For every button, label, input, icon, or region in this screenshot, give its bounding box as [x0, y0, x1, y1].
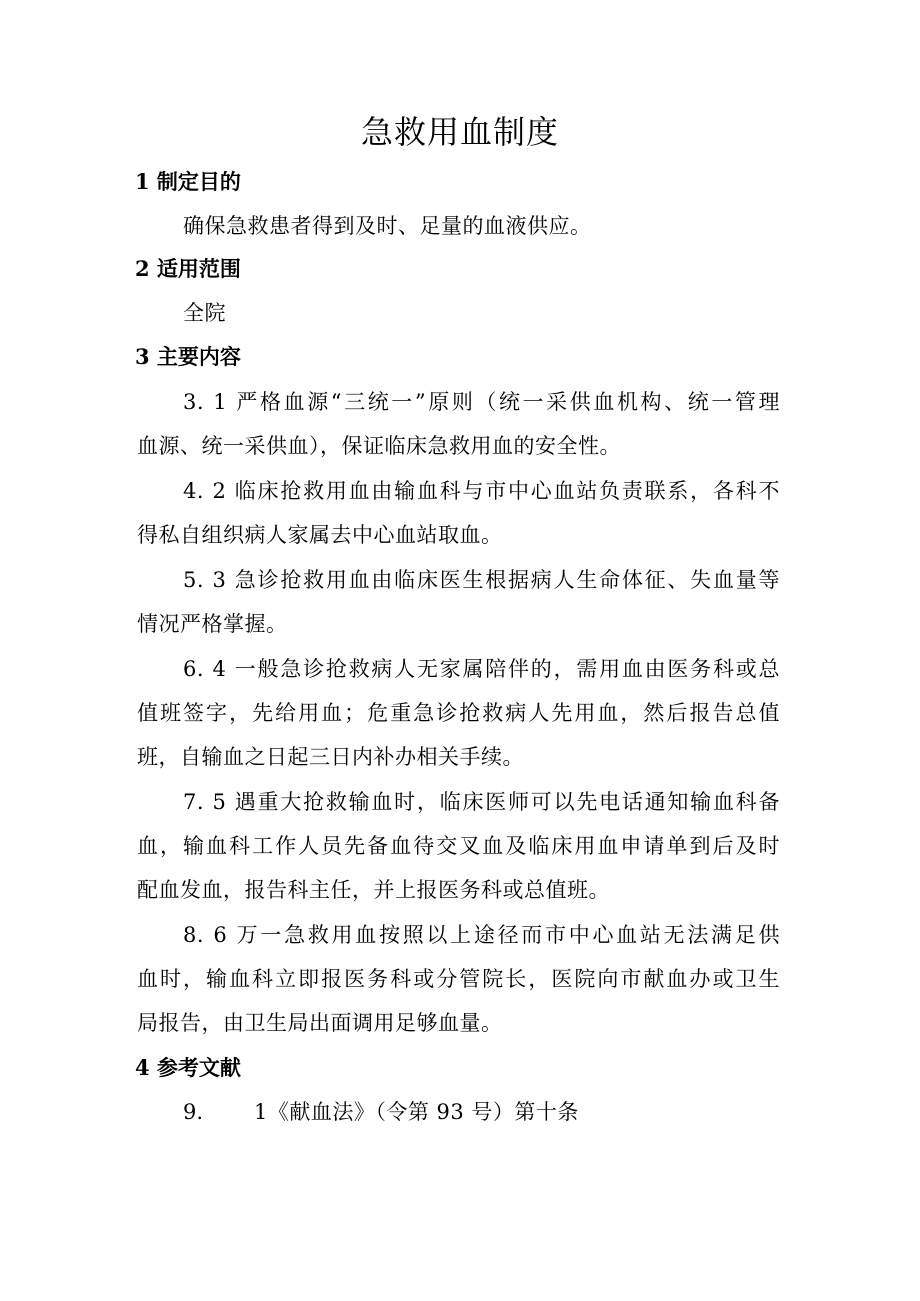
- reference-number: 9.: [183, 1100, 204, 1124]
- section-heading-references: 4 参考文献: [135, 1055, 241, 1080]
- section-heading-main-content: 3 主要内容: [135, 344, 241, 369]
- paragraph-line: 值班签字，先给用血；危重急诊抢救病人先用血，然后报告总值: [137, 701, 780, 725]
- paragraph-line: 3. 1 严格血源“三统一”原则（统一采供血机构、统一管理: [183, 390, 780, 414]
- paragraph-line: 8. 6 万一急救用血按照以上途径而市中心血站无法满足供: [183, 923, 780, 947]
- paragraph-line: 血时，输血科立即报医务科或分管院长，医院向市献血办或卫生: [137, 967, 780, 991]
- section-heading-purpose: 1 制定目的: [135, 169, 241, 194]
- paragraph-line: 班，自输血之日起三日内补办相关手续。: [137, 745, 524, 769]
- paragraph-line: 配血发血，报告科主任，并上报医务科或总值班。: [137, 878, 610, 902]
- paragraph-line: 7. 5 遇重大抢救输血时，临床医师可以先电话通知输血科备: [183, 790, 780, 814]
- paragraph-line: 局报告，由卫生局出面调用足够血量。: [137, 1011, 503, 1035]
- section-heading-scope: 2 适用范围: [135, 256, 241, 281]
- reference-text: 1《献血法》（令第 93 号）第十条: [254, 1100, 579, 1124]
- document-title: 急救用血制度: [360, 113, 559, 151]
- paragraph-line: 5. 3 急诊抢救用血由临床医生根据病人生命体征、失血量等: [183, 568, 780, 592]
- paragraph-line: 情况严格掌握。: [137, 612, 288, 636]
- paragraph-line: 4. 2 临床抢救用血由输血科与市中心血站负责联系，各科不: [183, 479, 780, 503]
- section-text-purpose: 确保急救患者得到及时、足量的血液供应。: [183, 214, 592, 238]
- paragraph-line: 血源、统一采供血），保证临床急救用血的安全性。: [137, 434, 621, 458]
- paragraph-line: 血，输血科工作人员先备血待交叉血及临床用血申请单到后及时: [137, 834, 780, 858]
- paragraph-line: 6. 4 一般急诊抢救病人无家属陪伴的，需用血由医务科或总: [183, 657, 780, 681]
- paragraph-line: 得私自组织病人家属去中心血站取血。: [137, 523, 503, 547]
- section-text-scope: 全院: [183, 301, 226, 325]
